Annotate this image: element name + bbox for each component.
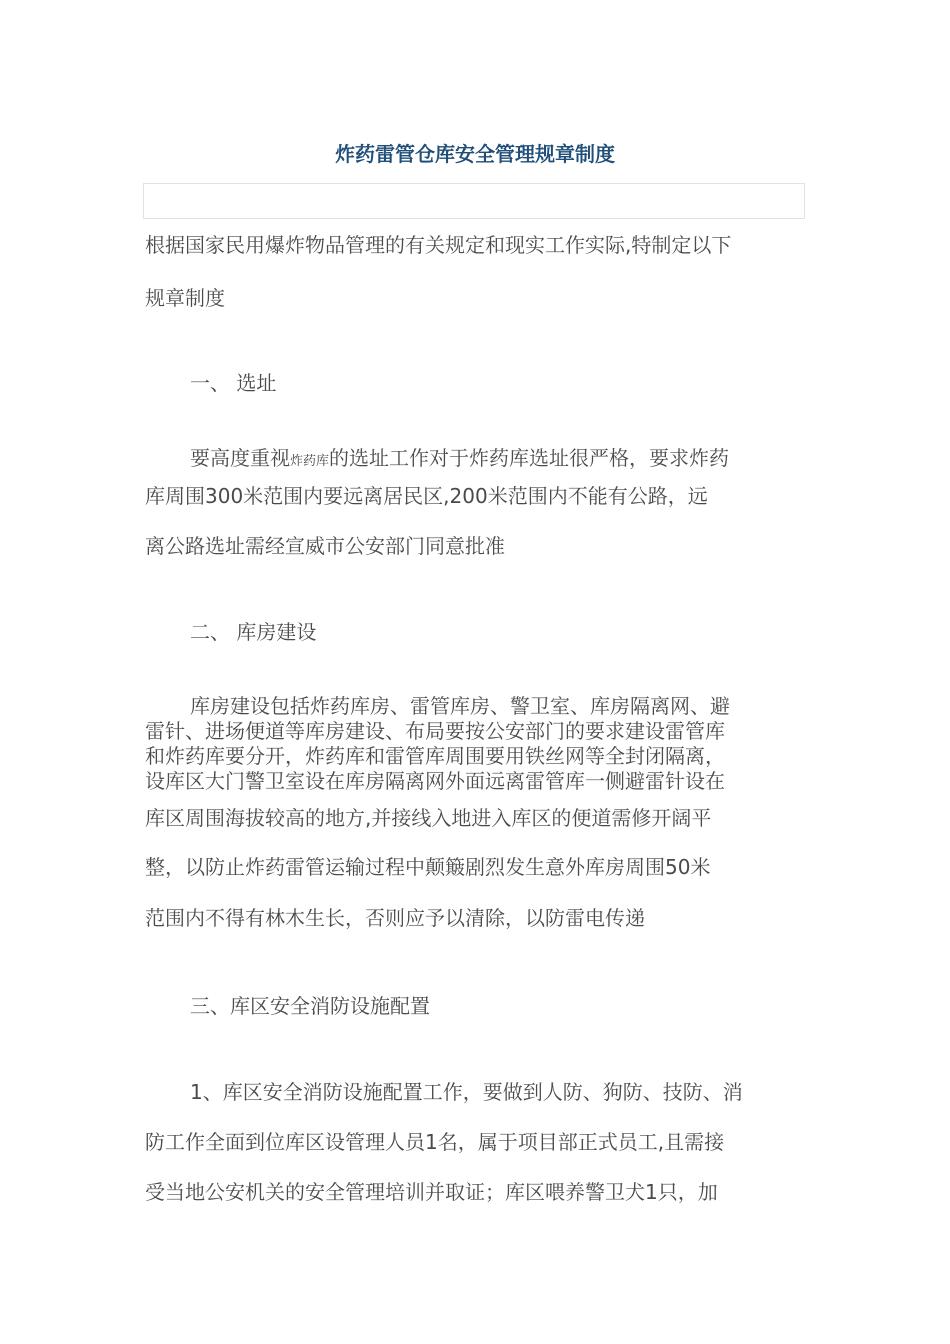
document-title: 炸药雷管仓库安全管理规章制度 [335, 142, 615, 166]
section2-line-1: 库房建设包括炸药库房、雷管库房、警卫室、库房隔离网、避 [190, 694, 730, 718]
section1-line-1a: 要高度重视 [190, 446, 290, 470]
section2-line-4: 设库区大门警卫室设在库房隔离网外面远离雷管库一侧避雷针设在 [145, 769, 725, 793]
section3-line-2: 防工作全面到位库区设管理人员1名，属于项目部正式员工,且需接 [145, 1130, 725, 1154]
section1-line-3: 离公路选址需经宣威市公安部门同意批准 [145, 534, 505, 558]
section1-line-1b: 的选址工作对于炸药库选址很严格，要求炸药 [329, 446, 730, 470]
intro-line-1: 根据国家民用爆炸物品管理的有关规定和现实工作实际,特制定以下 [145, 233, 732, 257]
section1-line-1-small: 炸药库 [290, 454, 330, 469]
empty-text-box [143, 183, 805, 219]
section1-line-2: 库周围300米范围内要远离居民区,200米范围内不能有公路，远 [145, 484, 708, 508]
section3-line-1: 1、库区安全消防设施配置工作，要做到人防、狗防、技防、消 [190, 1080, 743, 1104]
intro-line-2: 规章制度 [145, 286, 225, 310]
section2-line-5: 库区周围海拔较高的地方,并接线入地进入库区的便道需修开阔平 [145, 806, 712, 830]
section3-line-3: 受当地公安机关的安全管理培训并取证；库区喂养警卫犬1只，加 [145, 1180, 718, 1204]
section1-heading: 一、 选址 [190, 371, 277, 395]
section2-heading: 二、 库房建设 [190, 620, 317, 644]
section3-heading: 三、库区安全消防设施配置 [190, 994, 430, 1018]
section2-line-3: 和炸药库要分开，炸药库和雷管库周围要用铁丝网等全封闭隔离， [145, 744, 725, 768]
section1-line-1 [190, 444, 729, 476]
section2-line-2: 雷针、进场便道等库房建设、布局要按公安部门的要求建设雷管库 [145, 719, 725, 743]
section2-line-7: 范围内不得有林木生长，否则应予以清除，以防雷电传递 [145, 906, 645, 930]
section2-line-6: 整，以防止炸药雷管运输过程中颠簸剧烈发生意外库房周围50米 [145, 855, 711, 879]
